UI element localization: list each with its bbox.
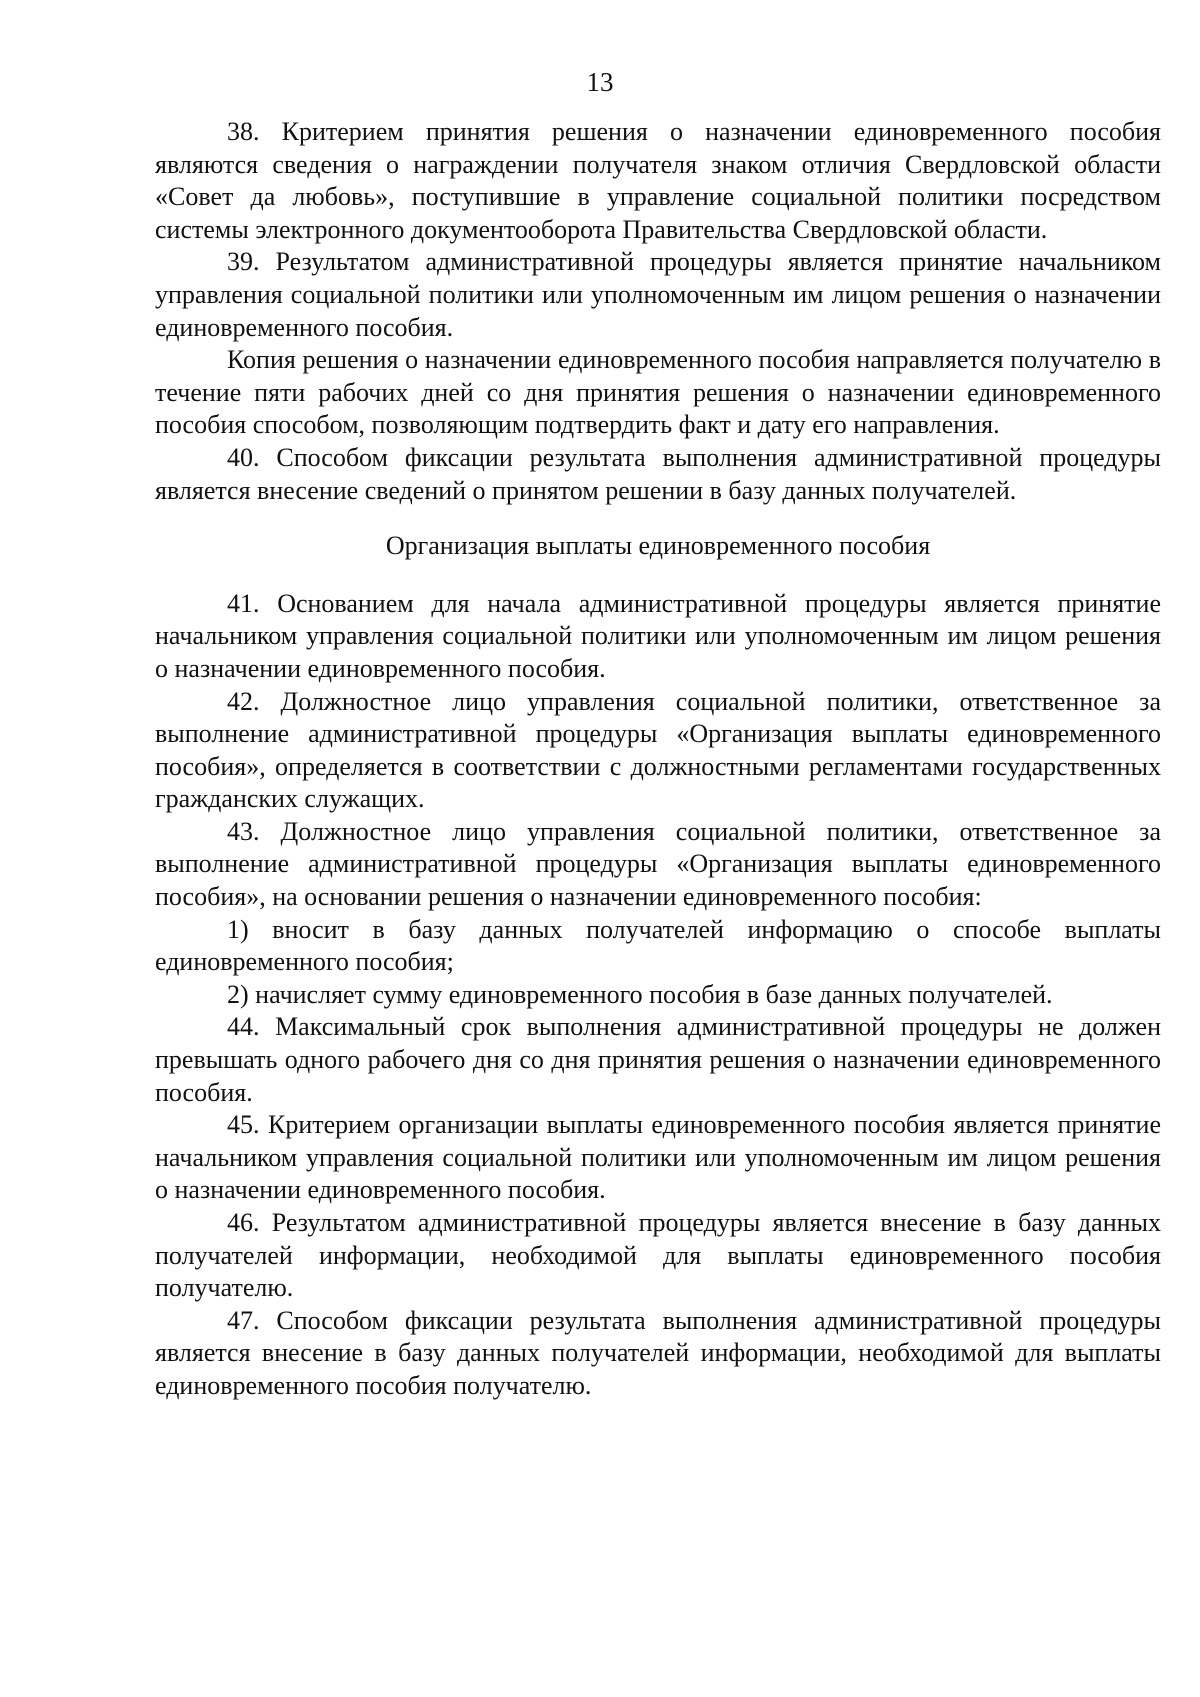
paragraph-41: 41. Основанием для начала административной процедуры является принятие начальником управления социальной политики или уполномоченным им лицом решения о назначении единовременного пособия.	[155, 588, 1161, 683]
paragraph-47: 47. Способом фиксации результата выполнения административной процедуры является внесение в базу данных получателей информации, необходимой для выплаты единовременного пособия получателю.	[155, 1305, 1161, 1400]
paragraph-40: 40. Способом фиксации результата выполнения административной процедуры является внесение сведений о принятом решении в базу данных получателей.	[155, 442, 1161, 505]
section-title: Организация выплаты единовременного пособия	[385, 531, 931, 561]
paragraph-38: 38. Критерием принятия решения о назначении единовременного пособия являются сведения о награждении получателя знаком отличия Свердловской области «Совет да любовь», поступившие в управление социальной политики посредством системы электронного документооборота Правительства Свердловской области.	[155, 117, 1161, 244]
paragraph-43-item-2: 2) начисляет сумму единовременного пособия в базе данных получателей.	[227, 979, 1053, 1009]
paragraph-44: 44. Максимальный срок выполнения административной процедуры не должен превышать одного рабочего дня со дня принятия решения о назначении единовременного пособия.	[155, 1012, 1161, 1107]
paragraph-45: 45. Критерием организации выплаты единовременного пособия является принятие начальником управления социальной политики или уполномоченным им лицом решения о назначении единовременного пособия.	[155, 1110, 1161, 1205]
paragraph-decision-copy: Копия решения о назначении единовременного пособия направляется получателю в течение пяти рабочих дней со дня принятия решения о назначении единовременного пособия способом, позволяющим подтвердить факт и дату его направления.	[155, 345, 1161, 440]
paragraph-43: 43. Должностное лицо управления социальной политики, ответственное за выполнение административной процедуры «Организация выплаты единовременного пособия», на основании решения о назначении единовременного пособия:	[155, 816, 1161, 912]
paragraph-42: 42. Должностное лицо управления социальной политики, ответственное за выполнение административной процедуры «Организация выплаты единовременного пособия», определяется в соответствии с должностными регламентами государственных гражданских служащих.	[155, 686, 1161, 814]
page-number: 13	[586, 67, 614, 97]
document-body	[155, 116, 1161, 1403]
paragraph-46: 46. Результатом административной процедуры является внесение в базу данных получателей информации, необходимой для выплаты единовременного пособия получателю.	[155, 1208, 1161, 1303]
paragraph-39: 39. Результатом административной процедуры является принятие начальником управления социальной политики или уполномоченным им лицом решения о назначении единовременного пособия.	[155, 247, 1161, 342]
paragraph-43-item-1: 1) вносит в базу данных получателей информацию о способе выплаты единовременного пособия;	[155, 914, 1161, 977]
